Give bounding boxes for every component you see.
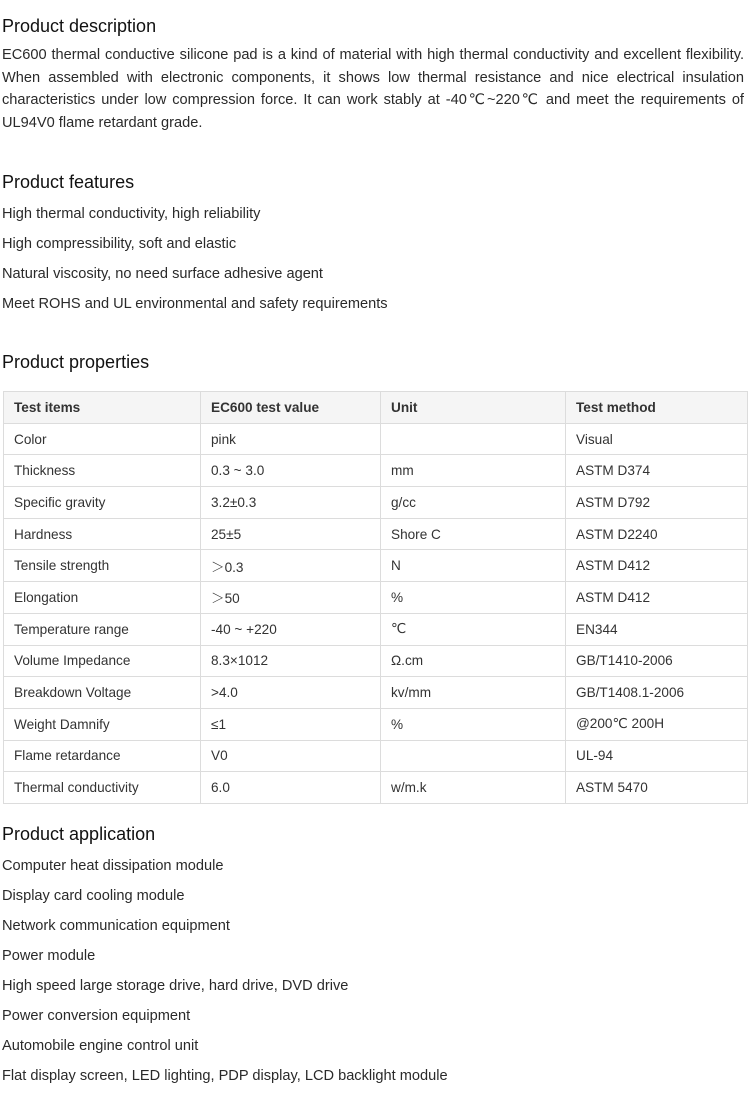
cell-value: -40 ~ +220 [201,613,381,645]
application-item: Power module [2,948,96,964]
features-heading: Product features [2,172,135,192]
cell-method: ASTM 5470 [566,772,748,804]
cell-item: Hardness [4,518,201,550]
cell-item: Elongation [4,582,201,614]
cell-item: Thickness [4,455,201,487]
cell-unit: % [381,582,566,614]
cell-value: V0 [201,740,381,772]
application-item: Network communication equipment [2,918,230,934]
cell-item: Thermal conductivity [4,772,201,804]
cell-unit [381,740,566,772]
cell-unit: mm [381,455,566,487]
application-item: Automobile engine control unit [2,1038,199,1054]
header-test-method: Test method [566,392,748,424]
cell-unit: N [381,550,566,582]
cell-item: Weight Damnify [4,708,201,740]
description-text: EC600 thermal conductive silicone pad is a kind of material with high thermal conductivity and excellent flexibility. When assembled with electronic components, it shows low thermal resistance and nice electrical insulation characteristics under low compression force. It can work stably at -40℃~220℃ and meet the requirements of UL94V0 flame retardant grade. [2,47,744,131]
application-list [2,851,448,1091]
application-item: Power conversion equipment [2,1008,191,1024]
cell-unit: w/m.k [381,772,566,804]
table-header-row [4,392,748,424]
cell-method: ASTM D412 [566,550,748,582]
cell-method: ASTM D412 [566,582,748,614]
cell-item: Breakdown Voltage [4,677,201,709]
header-test-value: EC600 test value [201,392,381,424]
cell-value: 25±5 [201,518,381,550]
cell-unit: Shore C [381,518,566,550]
table-row [4,582,748,614]
cell-value: ≤1 [201,708,381,740]
cell-value: 6.0 [201,772,381,804]
table-row [4,518,748,550]
table-row [4,423,748,455]
table-row [4,772,748,804]
table-row [4,740,748,772]
table-row [4,677,748,709]
application-item: Flat display screen, LED lighting, PDP display, LCD backlight module [2,1068,448,1084]
table-row [4,613,748,645]
description-heading: Product description [2,16,157,36]
cell-method: Visual [566,423,748,455]
cell-method: ASTM D792 [566,487,748,519]
cell-unit: kv/mm [381,677,566,709]
feature-item: High compressibility, soft and elastic [2,236,237,252]
cell-method: GB/T1410-2006 [566,645,748,677]
cell-item: Specific gravity [4,487,201,519]
application-item: Computer heat dissipation module [2,858,224,874]
application-item: High speed large storage drive, hard drive, DVD drive [2,978,349,994]
cell-method: GB/T1408.1-2006 [566,677,748,709]
application-heading: Product application [2,824,156,844]
cell-item: Color [4,423,201,455]
cell-method: @200℃ 200H [566,708,748,740]
properties-heading: Product properties [2,352,150,372]
cell-unit: g/cc [381,487,566,519]
table-row [4,708,748,740]
cell-method: ASTM D2240 [566,518,748,550]
cell-unit [381,423,566,455]
cell-item: Temperature range [4,613,201,645]
cell-value: 0.3 ~ 3.0 [201,455,381,487]
cell-value: ＞0.3 [201,550,381,582]
cell-item: Volume Impedance [4,645,201,677]
cell-method: EN344 [566,613,748,645]
feature-item: High thermal conductivity, high reliability [2,206,261,222]
features-list [2,199,388,319]
header-unit: Unit [381,392,566,424]
cell-value: ＞50 [201,582,381,614]
cell-method: UL-94 [566,740,748,772]
properties-table [3,391,748,804]
feature-item: Meet ROHS and UL environmental and safety requirements [2,296,388,312]
table-row [4,455,748,487]
cell-value: >4.0 [201,677,381,709]
cell-unit: Ω.cm [381,645,566,677]
cell-item: Tensile strength [4,550,201,582]
feature-item: Natural viscosity, no need surface adhesive agent [2,266,323,282]
cell-value: 8.3×1012 [201,645,381,677]
header-test-items: Test items [4,392,201,424]
table-row [4,645,748,677]
table-row [4,550,748,582]
cell-unit: ℃ [381,613,566,645]
cell-unit: % [381,708,566,740]
cell-method: ASTM D374 [566,455,748,487]
cell-value: 3.2±0.3 [201,487,381,519]
cell-item: Flame retardance [4,740,201,772]
table-row [4,487,748,519]
application-item: Display card cooling module [2,888,185,904]
cell-value: pink [201,423,381,455]
